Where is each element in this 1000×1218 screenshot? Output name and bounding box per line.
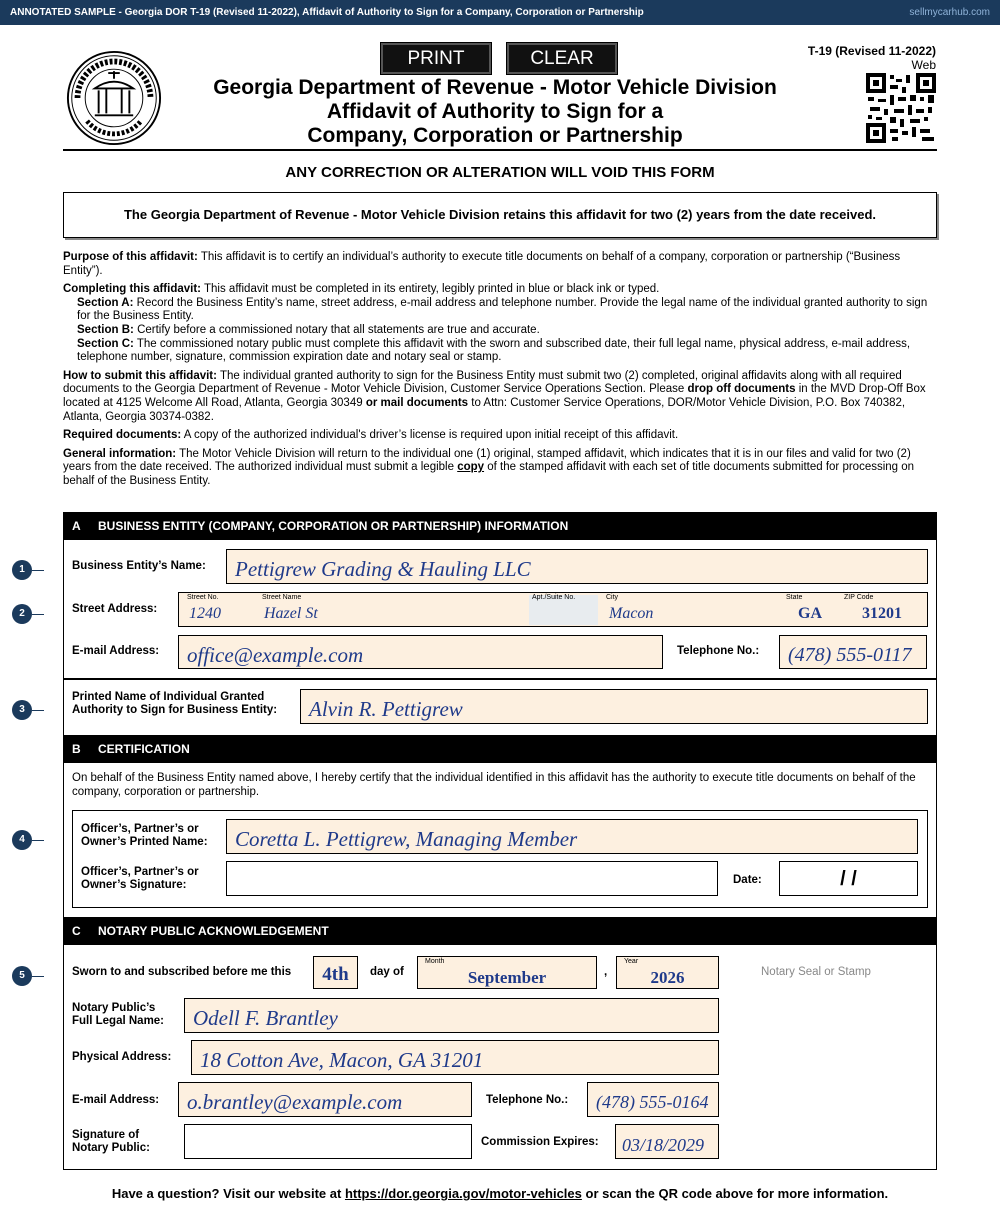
title-line-2: Affidavit of Authority to Sign for a: [326, 100, 664, 123]
title-line-1: Georgia Department of Revenue - Motor Vehicle Division: [213, 76, 777, 99]
annotation-badge-5: 5: [12, 966, 32, 986]
telephone-label: Telephone No.:: [677, 645, 760, 657]
date-field[interactable]: / /: [779, 861, 918, 896]
instructions: [63, 251, 937, 494]
authorized-name-label: Printed Name of Individual Granted Authority to Sign for Business Entity:: [72, 691, 278, 716]
form-title: [170, 76, 820, 148]
annotation-title: ANNOTATED SAMPLE - Georgia DOR T-19 (Revised 11-2022), Affidavit of Authority to Sign for a Company, Corporation or Partnership: [10, 7, 644, 18]
retention-notice: The Georgia Department of Revenue - Motor Vehicle Division retains this affidavit for two (2) years from the date received.: [63, 192, 937, 238]
year-caption: Year: [624, 958, 639, 965]
notary-name-label: Notary Public’s Full Legal Name:: [72, 1002, 165, 1027]
qr-code-icon: [866, 73, 936, 143]
annotation-badge-1: 1: [12, 560, 32, 580]
section-b-header: B CERTIFICATION: [63, 735, 937, 763]
sworn-day-field[interactable]: 4th: [313, 956, 358, 989]
dor-website-link[interactable]: https://dor.georgia.gov/motor-vehicles: [344, 1186, 582, 1201]
officer-name-field[interactable]: Coretta L. Pettigrew, Managing Member: [226, 819, 918, 854]
notary-signature-field[interactable]: [184, 1124, 472, 1159]
business-name-label: Business Entity’s Name:: [72, 560, 206, 572]
officer-signature-field[interactable]: [226, 861, 718, 896]
date-label: Date:: [733, 874, 762, 886]
section-a-header: A BUSINESS ENTITY (COMPANY, CORPORATION OR PARTNERSHIP) INFORMATION: [63, 512, 937, 540]
annotation-badge-2: 2: [12, 604, 32, 624]
notary-seal-placeholder: Notary Seal or Stamp: [761, 966, 871, 978]
georgia-dor-seal-icon: [66, 50, 162, 146]
physical-address-label: Physical Address:: [72, 1051, 172, 1063]
section-b-instruction: Section B: Certify before a commissioned notary that all statements are true and accurate.: [77, 323, 540, 336]
officer-signature-label: Officer’s, Partner’s or Owner’s Signature:: [81, 866, 199, 891]
section-a-divider: [63, 678, 937, 680]
notary-signature-label: Signature of Notary Public:: [72, 1129, 150, 1154]
commission-expires-label: Commission Expires:: [481, 1136, 599, 1148]
section-c-instruction: Section C: The commissioned notary public must complete this affidavit with the sworn and subscribed date, their full legal name, physical address, e-mail address, telephone number, signature, commission expiration date and notary seal or stamp.: [77, 337, 911, 364]
form-number: T-19 (Revised 11-2022): [807, 44, 936, 58]
street-name-caption: Street Name: [262, 594, 302, 601]
notary-telephone-field[interactable]: (478) 555-0164: [587, 1082, 719, 1117]
notary-email-label: E-mail Address:: [72, 1094, 160, 1106]
apt-caption: Apt./Suite No.: [532, 594, 576, 601]
zip-field[interactable]: 31201: [839, 595, 925, 625]
annotation-badge-4: 4: [12, 830, 32, 850]
state-caption: State: [786, 594, 803, 601]
notary-telephone-label: Telephone No.:: [486, 1094, 569, 1106]
business-name-field[interactable]: Pettigrew Grading & Hauling LLC: [226, 549, 928, 584]
notary-email-field[interactable]: o.brantley@example.com: [178, 1082, 472, 1117]
street-no-caption: Street No.: [187, 594, 219, 601]
email-field[interactable]: office@example.com: [178, 635, 663, 669]
section-a-instruction: Section A: Record the Business Entity’s name, street address, e-mail address and telephone number. Provide the legal name of the individual granted authority to sign for the Business Entity.: [77, 296, 928, 323]
completing-paragraph: Completing this affidavit: This affidavit must be completed in its entirety, legibly printed in blue or black ink or typed.: [63, 283, 660, 296]
sworn-label: Sworn to and subscribed before me this: [72, 966, 292, 978]
certification-text: On behalf of the Business Entity named above, I hereby certify that the individual identified in this affidavit has the authority to execute title documents on behalf of the company, corporation or partnership.: [72, 772, 916, 798]
title-line-3: Company, Corporation or Partnership: [307, 124, 683, 147]
annotation-badge-3: 3: [12, 700, 32, 720]
footer: Have a question? Visit our website at https://dor.georgia.gov/motor-vehicles or scan the QR code above for more information.: [111, 1186, 889, 1201]
submit-paragraph: How to submit this affidavit: The individual granted authority to sign for the Business Entity must submit two (2) completed, original affidavits along with all required documents to the Georgia Department of Revenue - Motor Vehicle Division, Customer Service Operations Section. Please drop off documents in the MVD Drop-Off Box located at 4125 Welcome All Road, Atlanta, Georgia 30349 or mail documents to Attn: Customer Service Operations, DOR/Motor Vehicle Division, P.O. Box 740382, Atlanta, Georgia 30374-0382.: [63, 369, 926, 423]
general-paragraph: General information: The Motor Vehicle Division will return to the individual one (1) original, stamped affidavit, which indicates that it is in our files and valid for two (2) years from the date received. The authorized individual must submit a legible copy of the stamped affidavit with each set of title documents submitted for processing on behalf of the Business Entity.: [63, 447, 915, 487]
day-of-label: day of: [370, 966, 404, 978]
zip-caption: ZIP Code: [844, 594, 874, 601]
telephone-field[interactable]: (478) 555-0117: [779, 635, 927, 669]
print-button[interactable]: PRINT: [381, 43, 491, 74]
sworn-month-field[interactable]: September: [417, 956, 597, 989]
sworn-year-field[interactable]: 2026: [616, 956, 719, 989]
city-field[interactable]: Macon: [601, 595, 781, 625]
state-field[interactable]: GA: [784, 595, 836, 625]
site-link[interactable]: sellmycarhub.com: [909, 7, 990, 18]
header-rule: [63, 149, 937, 151]
email-label: E-mail Address:: [72, 645, 160, 657]
authorized-name-field[interactable]: Alvin R. Pettigrew: [300, 689, 928, 724]
physical-address-field[interactable]: 18 Cotton Ave, Macon, GA 31201: [191, 1040, 719, 1075]
form-version: Web: [911, 58, 936, 72]
street-name-field[interactable]: Hazel St: [256, 595, 526, 625]
void-warning: ANY CORRECTION OR ALTERATION WILL VOID THIS FORM: [285, 164, 715, 181]
month-caption: Month: [425, 958, 445, 965]
notary-name-field[interactable]: Odell F. Brantley: [184, 998, 719, 1033]
date-comma: ,: [604, 966, 608, 978]
street-no-field[interactable]: 1240: [181, 595, 253, 625]
city-caption: City: [606, 594, 619, 601]
section-c-header: C NOTARY PUBLIC ACKNOWLEDGEMENT: [63, 917, 937, 945]
officer-name-label: Officer’s, Partner’s or Owner’s Printed Name:: [81, 823, 208, 848]
annotation-bar: [0, 0, 1000, 25]
required-paragraph: Required documents: A copy of the authorized individual's driver’s license is required upon initial receipt of this affidavit.: [63, 429, 679, 442]
street-address-label: Street Address:: [72, 603, 158, 615]
clear-button[interactable]: CLEAR: [507, 43, 617, 74]
purpose-paragraph: Purpose of this affidavit: This affidavit is to certify an individual’s authority to execute title documents on behalf of a company, corporation or partnership (“Business Entity”).: [63, 251, 901, 277]
commission-expires-field[interactable]: 03/18/2029: [615, 1124, 719, 1159]
